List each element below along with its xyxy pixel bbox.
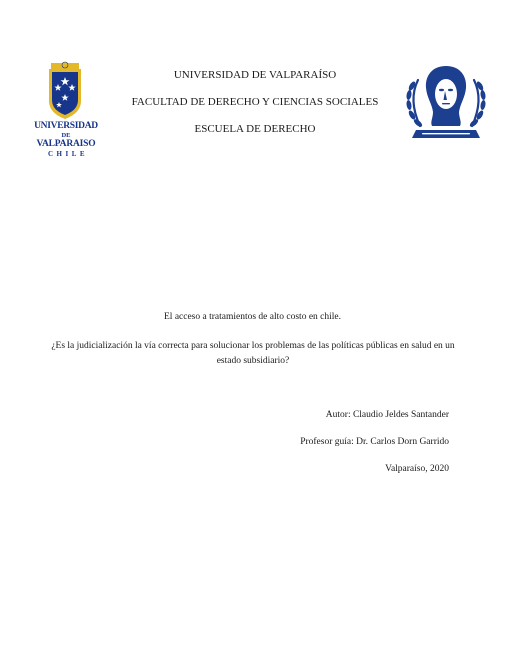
logo-text-universidad: UNIVERSIDAD [34,121,98,131]
school-name: ESCUELA DE DERECHO [194,123,316,135]
logo-text-chile: CHILE [47,150,89,158]
thesis-question: ¿Es la judicialización la vía correcta para solucionar los problemas de las políticas públicas en salud en un estado subsidiario? [51,341,455,366]
place-date-line: Valparaíso, 2020 [385,464,449,474]
shield-icon [45,61,85,121]
university-name: UNIVERSIDAD DE VALPARAÍSO [173,69,337,81]
university-logo [33,58,99,160]
logo-text-valparaiso: VALPARAISO [36,139,96,149]
logo-text-de: DE [61,132,71,139]
advisor-line: Profesor guía: Dr. Carlos Dorn Garrido [300,437,449,447]
thesis-title: El acceso a tratamientos de alto costo en chile. [164,312,341,322]
law-faculty-emblem-icon [402,60,490,146]
author-line: Autor: Claudio Jeldes Santander [325,410,449,420]
faculty-name: FACULTAD DE DERECHO Y CIENCIAS SOCIALES [131,96,379,108]
